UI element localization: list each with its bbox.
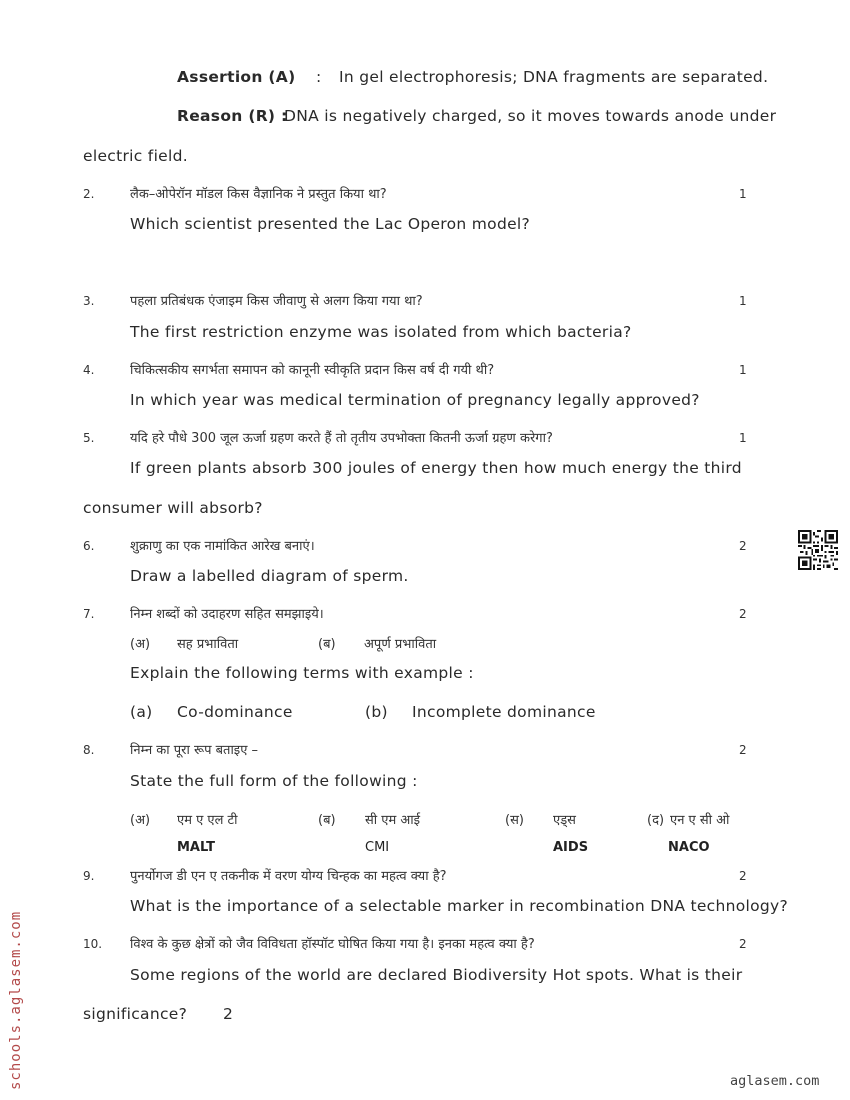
question-marks: 2 [739,539,747,553]
question-marks: 2 [739,869,747,883]
option-english: NACO [668,840,710,855]
question-marks: 1 [739,431,747,445]
option-hindi: एन ए सी ओ [670,813,730,828]
qr-code-icon [798,530,838,570]
question-number: 7. [83,607,95,621]
question-hindi: निम्न शब्दों को उदाहरण सहित समझाइये। [130,607,324,622]
side-watermark: schools.aglasem.com [8,910,24,1090]
option-value: Co-dominance [177,703,293,721]
question-english: Explain the following terms with example : [130,664,474,682]
question-number: 8. [83,743,95,757]
question-english: If green plants absorb 300 joules of energy then how much energy the third [130,459,742,477]
question-marks: 2 [739,743,747,757]
option-key: (b) [365,703,388,721]
question-english: The first restriction enzyme was isolated from which bacteria? [130,323,632,341]
question-number: 3. [83,294,95,308]
question-marks: 2 [739,607,747,621]
question-hindi: निम्न का पूरा रूप बताइए – [130,743,259,758]
question-english: What is the importance of a selectable marker in recombination DNA technology? [130,897,789,915]
question-hindi: शुक्राणु का एक नामांकित आरेख बनाएं। [130,539,315,554]
question-trailing-marks: 2 [223,1005,234,1023]
question-english: Some regions of the world are declared Biodiversity Hot spots. What is their [130,966,743,984]
option-key: (a) [130,703,153,721]
question-number: 10. [83,937,103,951]
question-marks: 2 [739,937,747,951]
option-english: MALT [177,840,215,855]
question-english: In which year was medical termination of pregnancy legally approved? [130,391,700,409]
assertion-colon: : [316,68,322,86]
question-hindi: लैक–ओपेरॉन मॉडल किस वैज्ञानिक ने प्रस्तुत किया था? [130,187,387,202]
option-value: सह प्रभाविता [177,637,239,652]
question-english-cont: consumer will absorb? [83,499,263,517]
bottom-watermark: aglasem.com [730,1073,820,1089]
option-key: (ब) [318,637,336,652]
question-number: 9. [83,869,95,883]
option-key: (ब) [318,813,336,828]
question-english: Which scientist presented the Lac Operon model? [130,215,531,233]
assertion-text: In gel electrophoresis; DNA fragments are separated. [339,68,769,86]
reason-text-cont: electric field. [83,147,188,165]
assertion-label: Assertion (A) [177,68,296,86]
question-hindi: विश्व के कुछ क्षेत्रों को जैव विविधता हॉस्पॉट घोषित किया गया है। इनका महत्व क्या है? [130,937,535,952]
question-hindi: चिकित्सकीय सगर्भता समापन को कानूनी स्वीकृति प्रदान किस वर्ष दी गयी थी? [130,363,495,378]
question-number: 5. [83,431,95,445]
reason-text: DNA is negatively charged, so it moves towards anode under [284,107,777,125]
option-key: (अ) [130,813,151,828]
option-hindi: एड्स [553,813,576,828]
question-english-cont: significance? [83,1005,188,1023]
option-value: अपूर्ण प्रभाविता [364,637,437,652]
question-marks: 1 [739,294,747,308]
option-english: CMI [365,840,390,855]
option-hindi: एम ए एल टी [177,813,238,828]
option-hindi: सी एम आई [365,813,421,828]
question-marks: 1 [739,363,747,377]
reason-label: Reason (R) : [177,107,288,125]
question-number: 4. [83,363,95,377]
option-key: (स) [505,813,524,828]
option-key: (अ) [130,637,151,652]
question-number: 6. [83,539,95,553]
option-english: AIDS [553,840,589,855]
question-hindi: यदि हरे पौधे 300 जूल ऊर्जा ग्रहण करते हैं तो तृतीय उपभोक्ता कितनी ऊर्जा ग्रहण करेगा? [130,431,553,446]
option-key: (द) [647,813,665,828]
question-hindi: पहला प्रतिबंधक एंजाइम किस जीवाणु से अलग किया गया था? [130,294,423,309]
question-english: State the full form of the following : [130,772,418,790]
question-english: Draw a labelled diagram of sperm. [130,567,409,585]
question-marks: 1 [739,187,747,201]
question-number: 2. [83,187,95,201]
option-value: Incomplete dominance [412,703,596,721]
question-hindi: पुनर्योगज डी एन ए तकनीक में वरण योग्य चिन्हक का महत्व क्या है? [130,869,447,884]
